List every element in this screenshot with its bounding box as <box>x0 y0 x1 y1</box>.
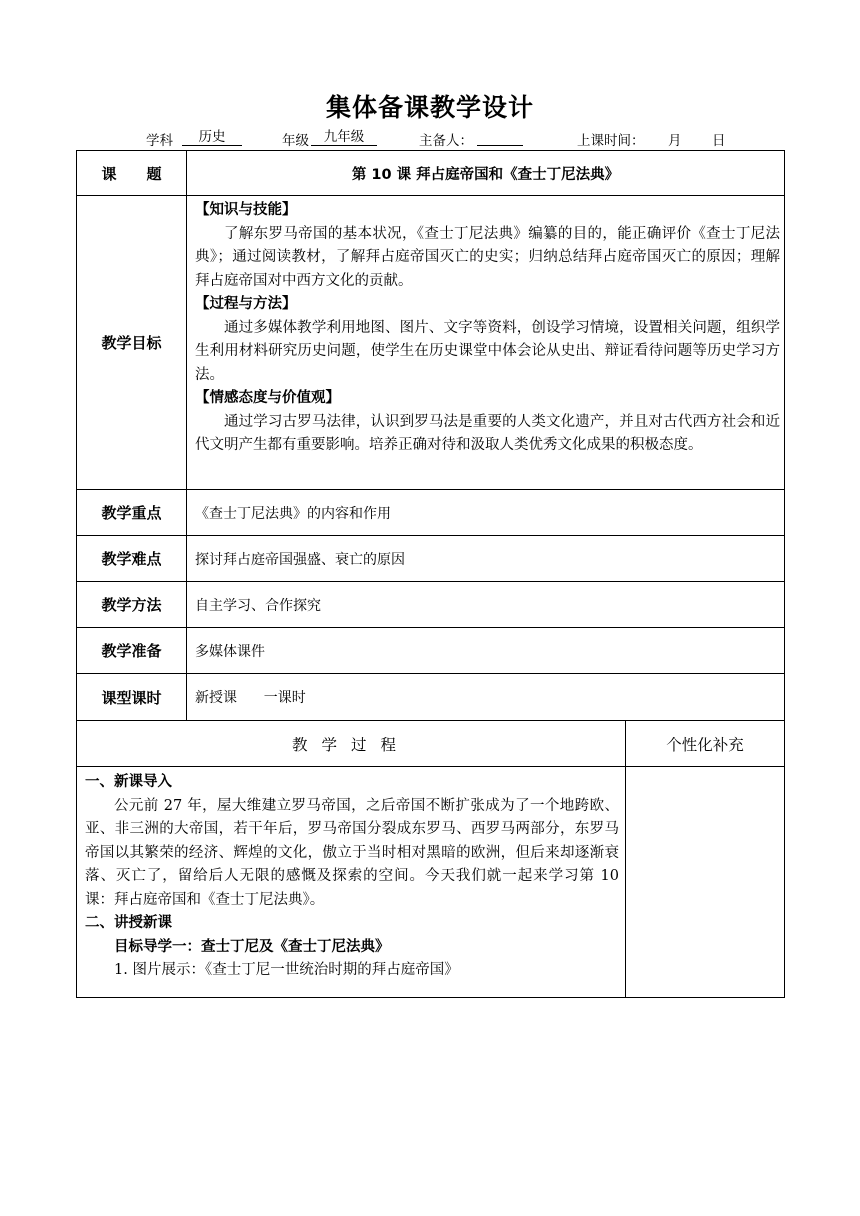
subject-value: 历史 <box>182 129 242 146</box>
lesson-plan-table <box>76 150 785 998</box>
process-content <box>77 767 626 998</box>
key-point-value: 《查士丁尼法典》的内容和作用 <box>187 490 785 536</box>
document-title: 集体备课教学设计 <box>325 93 534 122</box>
attitude-text: 通过学习古罗马法律，认识到罗马法是重要的人类文化遗产，并且对古代西方社会和近代文明产生都有重要影响。培养正确对待和汲取人类优秀文化成果的积极态度。 <box>195 413 781 453</box>
goal-one-heading: 目标导学一：查士丁尼及《查士丁尼法典》 <box>114 938 390 955</box>
knowledge-heading: 【知识与技能】 <box>195 202 297 218</box>
goals-content <box>187 196 785 490</box>
difficulty-row <box>77 536 785 582</box>
meta-line <box>0 129 860 149</box>
topic-row <box>77 151 785 196</box>
preparation-row <box>77 628 785 674</box>
topic-label: 课 题 <box>77 151 187 196</box>
subject-label: 学科 <box>146 133 173 149</box>
key-point-label: 教学重点 <box>77 490 187 536</box>
preparer-value <box>477 129 523 146</box>
preparer-label: 主备人： <box>419 133 473 149</box>
knowledge-text: 了解东罗马帝国的基本状况，《查士丁尼法典》编纂的目的，能正确评价《查士丁尼法典》；通过阅读教材，了解拜占庭帝国灭亡的史实；归纳总结拜占庭帝国灭亡的原因；理解拜占庭帝国对中西方文化的贡献。 <box>195 225 781 289</box>
process-header: 教学过程 <box>77 721 626 767</box>
process-method-text: 通过多媒体教学利用地图、图片、文字等资料，创设学习情境，设置相关问题，组织学生利用材料研究历史问题，使学生在历史课堂中体会论从史出、辩证看待问题等历史学习方法。 <box>195 319 781 383</box>
lesson-type-value: 新授课 一课时 <box>187 674 785 721</box>
difficulty-label: 教学难点 <box>77 536 187 582</box>
difficulty-value: 探讨拜占庭帝国强盛、衰亡的原因 <box>187 536 785 582</box>
day-label: 日 <box>712 133 726 149</box>
lesson-type-row <box>77 674 785 721</box>
method-row <box>77 582 785 628</box>
preparation-value: 多媒体课件 <box>187 628 785 674</box>
intro-heading: 一、新课导入 <box>85 774 172 790</box>
process-header-row <box>77 721 785 767</box>
method-label: 教学方法 <box>77 582 187 628</box>
process-method-heading: 【过程与方法】 <box>195 296 297 312</box>
grade-value: 九年级 <box>311 129 377 146</box>
class-time-label: 上课时间： <box>577 133 645 149</box>
month-label: 月 <box>668 133 682 149</box>
supplement-header: 个性化补充 <box>626 721 785 767</box>
method-value: 自主学习、合作探究 <box>187 582 785 628</box>
preparation-label: 教学准备 <box>77 628 187 674</box>
goals-label: 教学目标 <box>77 196 187 490</box>
supplement-content <box>626 767 785 998</box>
key-point-row <box>77 490 785 536</box>
item-one-text: 1. 图片展示：《查士丁尼一世统治时期的拜占庭帝国》 <box>114 962 459 978</box>
new-lesson-heading: 二、讲授新课 <box>85 915 172 931</box>
grade-label: 年级 <box>282 133 309 149</box>
goals-row <box>77 196 785 490</box>
process-content-row <box>77 767 785 998</box>
attitude-heading: 【情感态度与价值观】 <box>195 390 340 406</box>
intro-text: 公元前 27 年，屋大维建立罗马帝国，之后帝国不断扩张成为了一个地跨欧、亚、非三洲的大帝国，若干年后，罗马帝国分裂成东罗马、西罗马两部分，东罗马帝国以其繁荣的经济、辉煌的文化，傲立于当时相对黑暗的欧洲，但后来却逐渐衰落、灭亡了，留给后人无限的感慨及探索的空间。今天我们就一起来学习第 10 课：拜占庭帝国和《查士丁尼法典》。 <box>85 797 619 908</box>
lesson-type-label: 课型课时 <box>77 674 187 721</box>
topic-value: 第 10 课 拜占庭帝国和《查士丁尼法典》 <box>187 151 785 196</box>
